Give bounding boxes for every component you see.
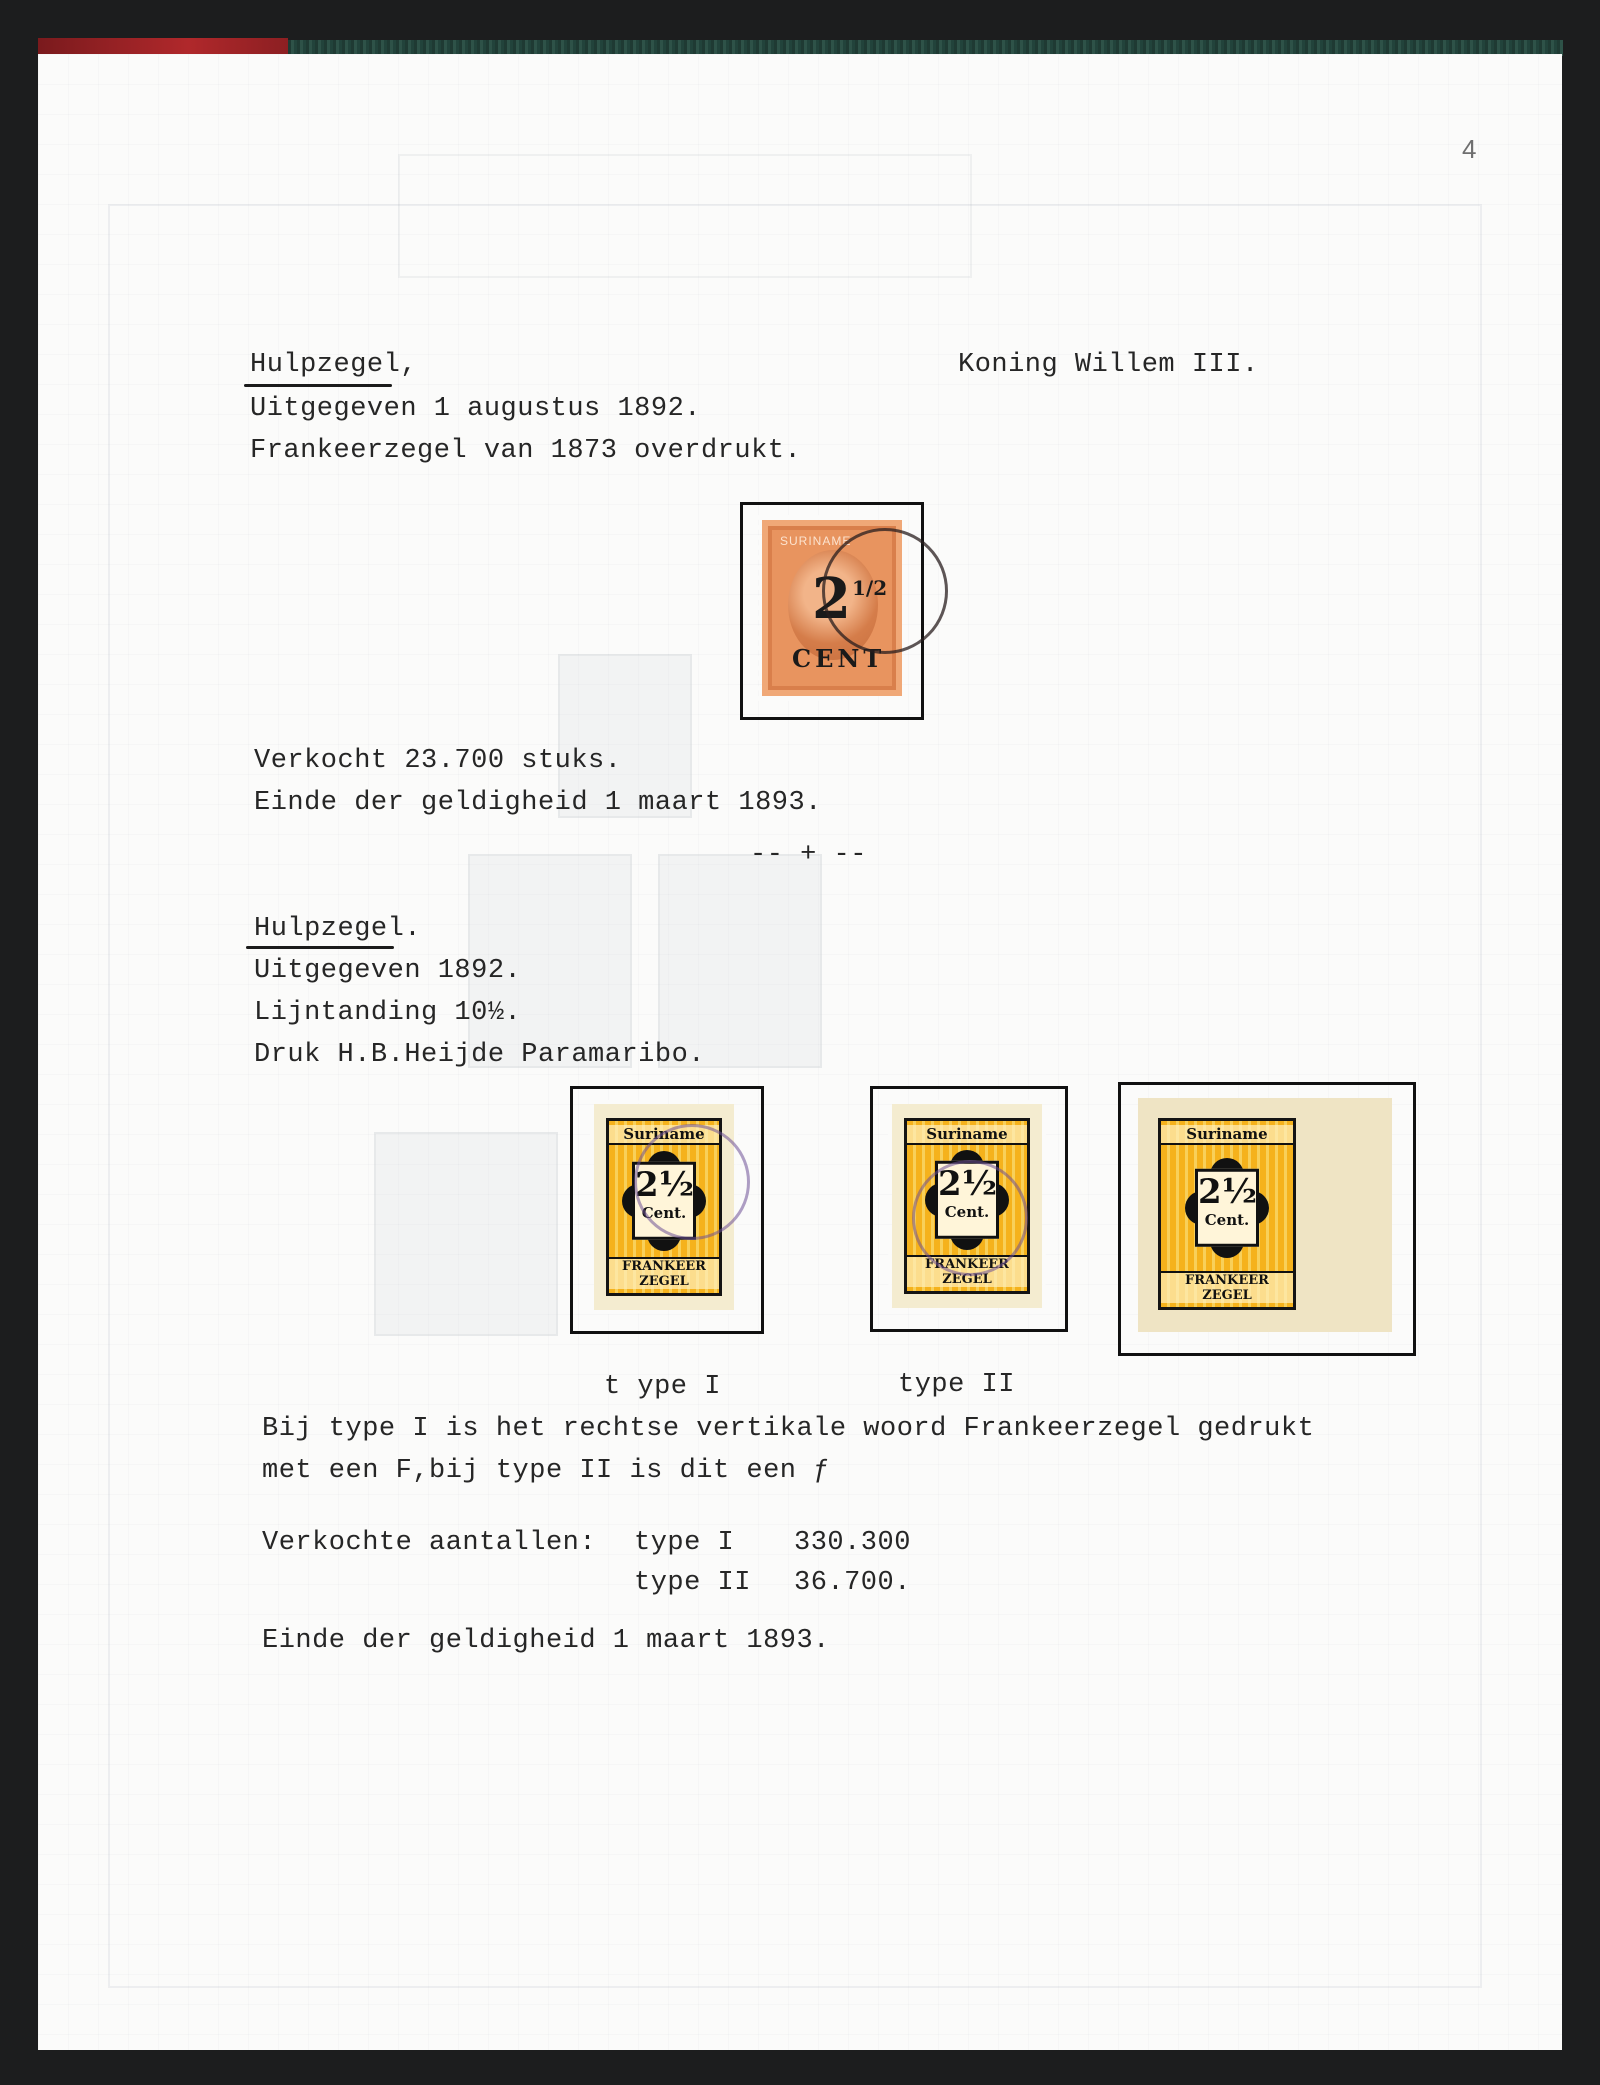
footer-line-1: FRANKEER [1185, 1273, 1269, 1288]
sold-count: Verkocht 23.700 stuks. [254, 746, 622, 776]
surcharge-fraction: 1/2 [852, 576, 888, 600]
postmark [822, 528, 948, 654]
value-tablet [1195, 1169, 1259, 1247]
show-through-mount [374, 1132, 558, 1336]
sold-count-type-1: 330.300 [794, 1528, 911, 1558]
issue-date: Uitgegeven 1 augustus 1892. [250, 394, 701, 424]
stamp-value: 2½ [938, 1163, 998, 1204]
sold-type-1: type I [634, 1528, 735, 1558]
show-through-mount [398, 154, 972, 278]
section1-heading: Hulpzegel, [250, 350, 418, 380]
issue-year: Uitgegeven 1892. [254, 956, 522, 986]
stamp-country: SURINAME [780, 534, 852, 548]
heading-underline [244, 384, 392, 387]
show-through-mount [658, 854, 822, 1068]
postmark [634, 1124, 750, 1240]
stamp-footer [1161, 1271, 1293, 1303]
heading-underline [246, 946, 394, 949]
surcharge-whole: 2 [812, 566, 851, 632]
sold-type-2: type II [634, 1568, 751, 1598]
footer-line-2: ZEGEL [639, 1274, 689, 1289]
overprint-note: Frankeerzegel van 1873 overdrukt. [250, 436, 802, 466]
album-page [38, 54, 1562, 2050]
stamp-unit: Cent. [1204, 1210, 1250, 1229]
printer-note: Druk H.B.Heijde Paramaribo. [254, 1040, 705, 1070]
sold-label: Verkochte aantallen: [262, 1528, 597, 1558]
stamp-design [1158, 1118, 1296, 1310]
footer-line-2: ZEGEL [942, 1272, 992, 1287]
stamp-willem-iii-surcharge[interactable] [762, 520, 902, 696]
type-difference-note: met een F,bij type II is dit een ƒ [262, 1456, 830, 1486]
type-difference-note: Bij type I is het rechtse vertikale woord Frankeerzegel gedrukt [262, 1414, 1315, 1444]
caption-type-1: t ype I [604, 1372, 721, 1402]
stamp-header: Suriname [1161, 1125, 1293, 1145]
footer-line-2: ZEGEL [1202, 1288, 1252, 1303]
caption-type-2: type II [898, 1370, 1015, 1400]
footer-line-1: FRANKEER [925, 1257, 1009, 1272]
section2-heading: Hulpzegel. [254, 914, 422, 944]
stamp-unit: Cent. [641, 1203, 687, 1222]
validity-end: Einde der geldigheid 1 maart 1893. [254, 788, 822, 818]
stamp-header: Suriname [907, 1125, 1027, 1145]
stamp-footer [609, 1257, 719, 1289]
stamp-value: 2½ [635, 1164, 695, 1205]
footer-line-1: FRANKEER [622, 1259, 706, 1274]
stamp-suriname-margin-copy[interactable] [1138, 1098, 1392, 1332]
stamp-unit: Cent. [944, 1202, 990, 1221]
ruler-name: Koning Willem III. [958, 350, 1259, 380]
sold-count-type-2: 36.700. [794, 1568, 911, 1598]
perforation-note: Lijntanding 10½. [254, 998, 522, 1028]
validity-end: Einde der geldigheid 1 maart 1893. [262, 1626, 830, 1656]
surcharge-unit: CENT [792, 644, 886, 673]
stamp-value: 2½ [1198, 1171, 1258, 1212]
stamp-suriname-type-2[interactable] [892, 1104, 1042, 1308]
section-separator: -- + -- [750, 840, 867, 870]
stamp-header: Suriname [609, 1125, 719, 1145]
postmark [912, 1160, 1028, 1276]
page-number: 4 [1462, 134, 1477, 164]
stamp-suriname-type-1[interactable] [594, 1104, 734, 1310]
